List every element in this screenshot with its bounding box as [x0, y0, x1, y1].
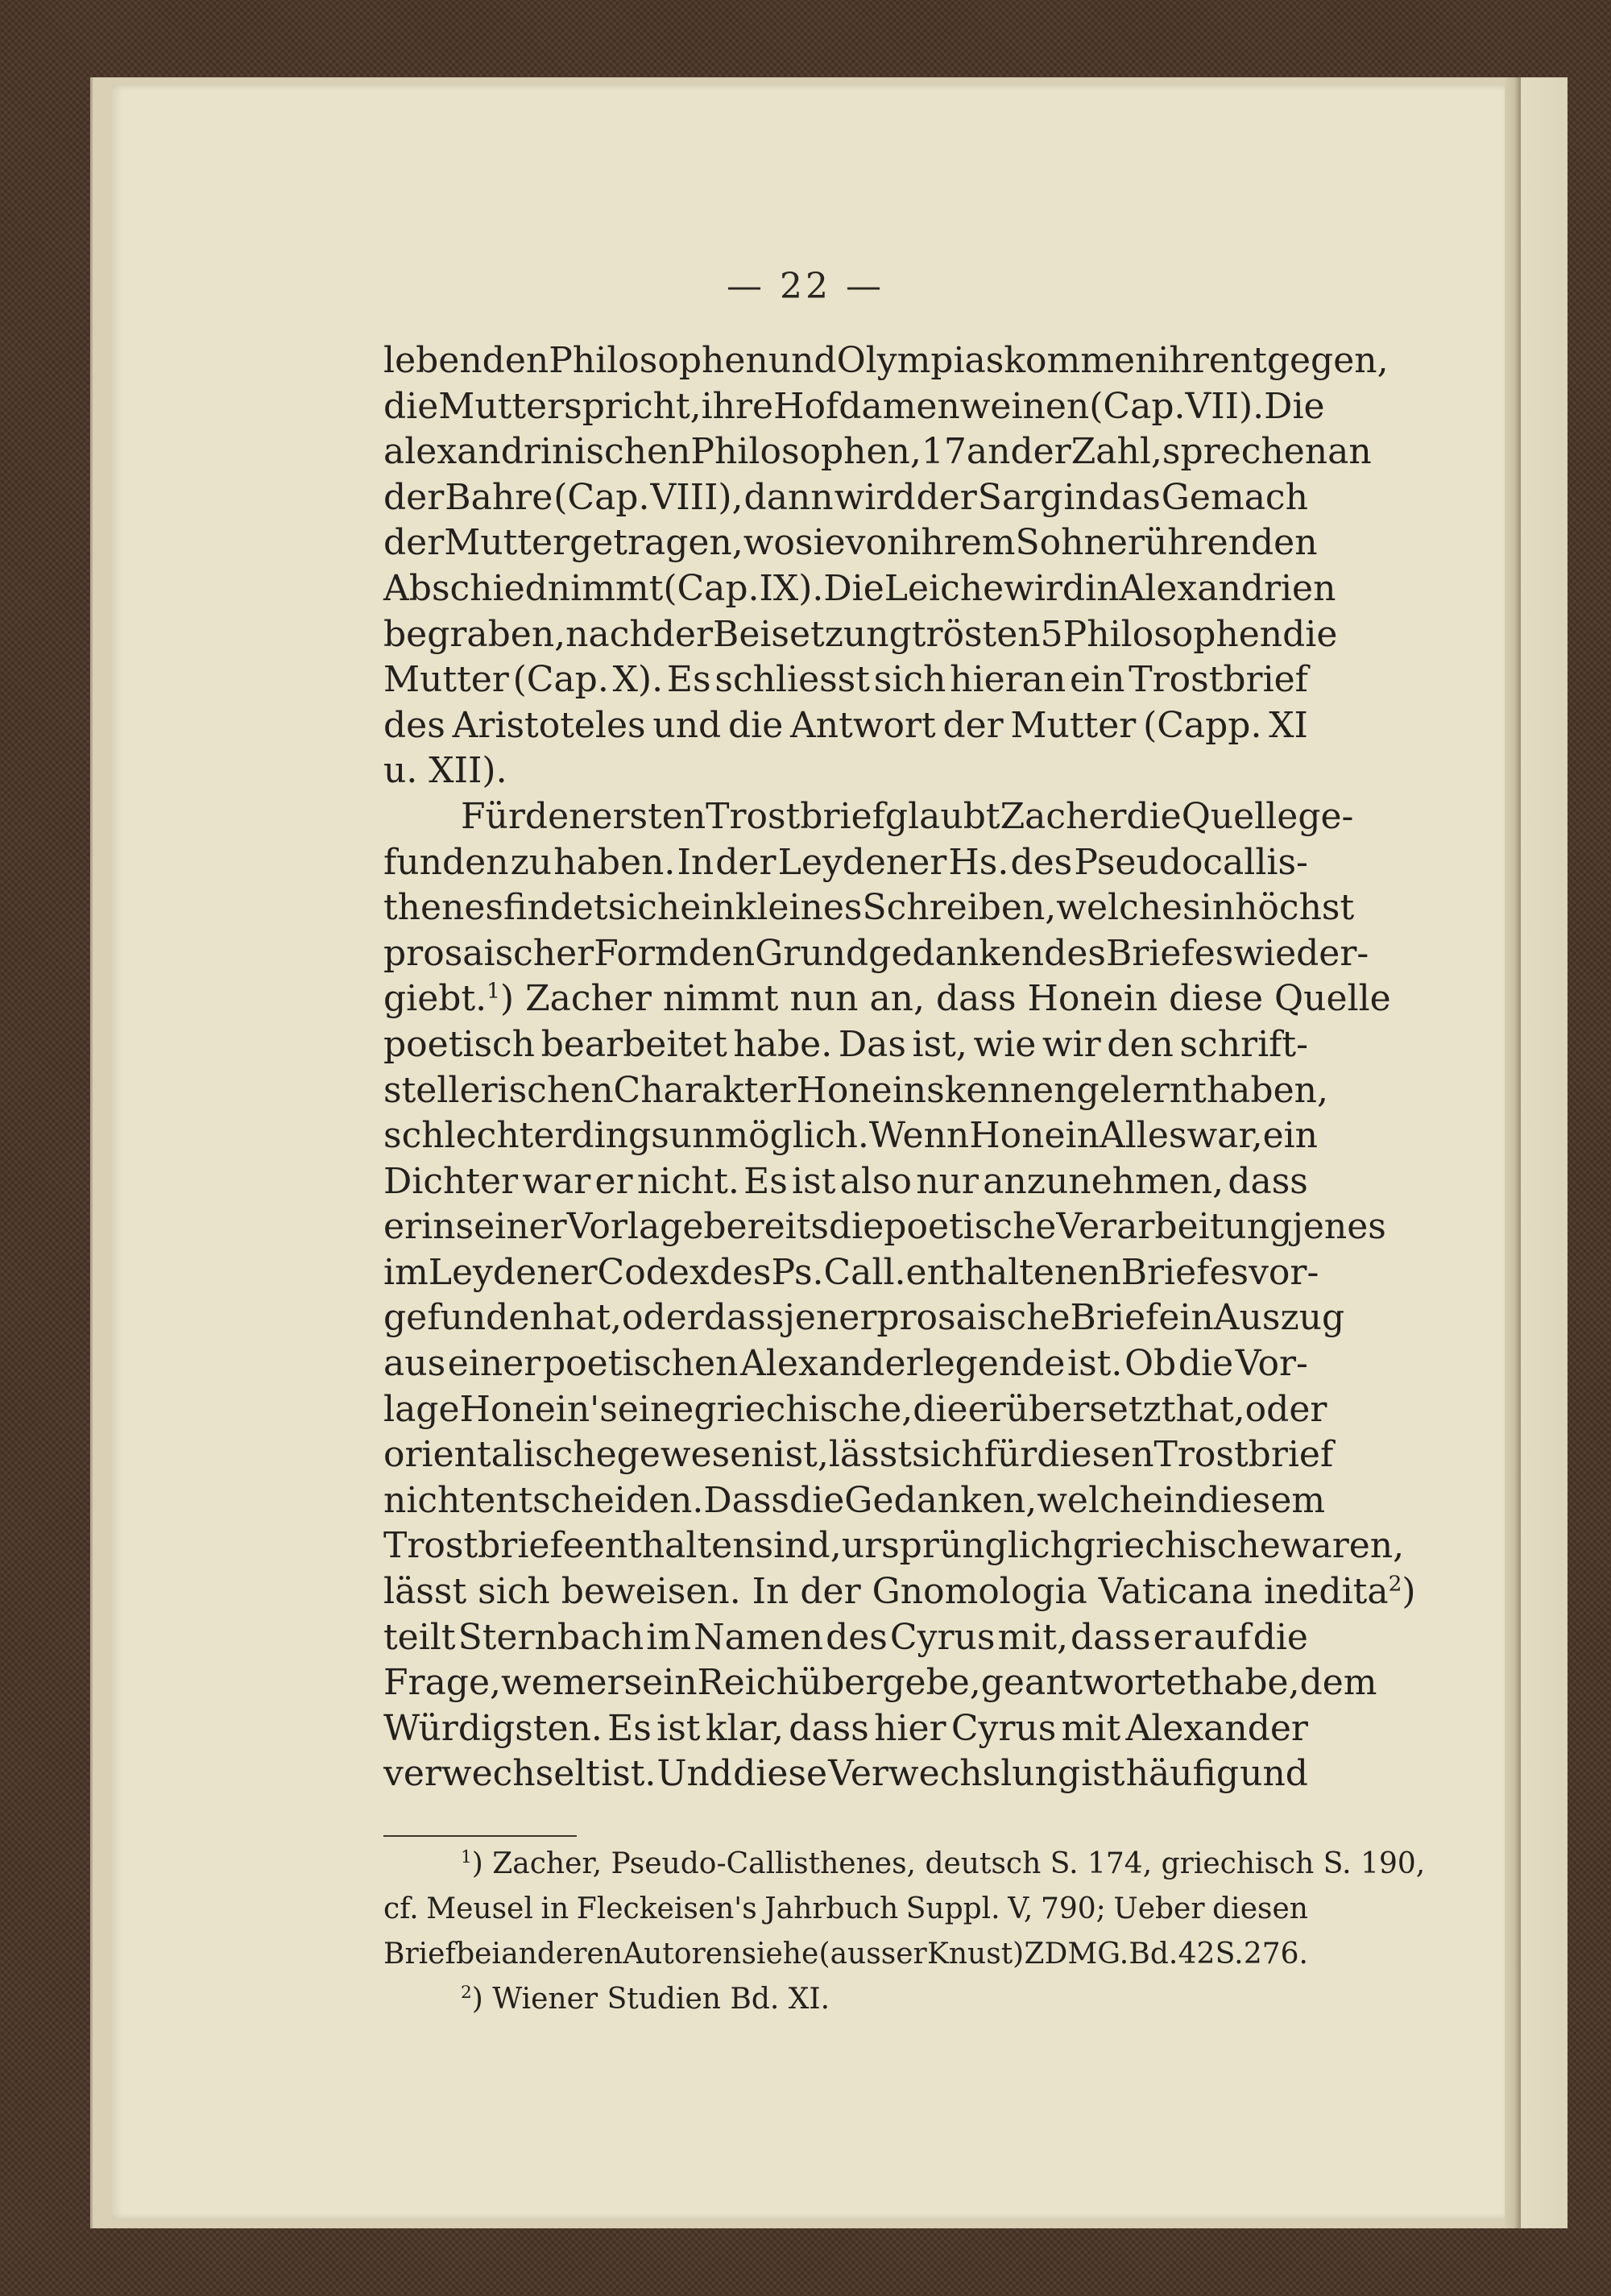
text-segment: $^1$) Zacher, Pseudo-Callisthenes, deutsch S. 174, griechisch S. 190,	[461, 1847, 1426, 1880]
text-line: aus einer poetischen Alexanderlegende ist. Ob die Vor-	[383, 1343, 1308, 1385]
text-segment: $^2$) Wiener Studien Bd. XI.	[461, 1983, 830, 2016]
footnote-ref-1[interactable]: 1	[487, 978, 500, 1004]
text-line: Dichter war er nicht. Es ist also nur anzunehmen, dass	[383, 1160, 1308, 1202]
facing-page-edge	[1521, 77, 1568, 2228]
text-line: poetisch bearbeitet habe. Das ist, wie wir den schrift-	[383, 1023, 1308, 1065]
text-line: teilt Sternbach im Namen des Cyrus mit, dass er auf die	[383, 1616, 1308, 1658]
page-number: — 22 —	[727, 266, 884, 307]
text-line: nicht entscheiden. Dass die Gedanken, welche in diesem	[383, 1479, 1326, 1521]
text-segment: lässt sich beweisen. In der Gnomologia Vaticana inedita$^2$)	[383, 1571, 1416, 1613]
text-line: Würdigsten. Es ist klar, dass hier Cyrus mit Alexander	[383, 1707, 1308, 1749]
text-line: Trostbriefe enthalten sind, ursprünglich griechische waren,	[383, 1525, 1405, 1567]
footnotes	[383, 1842, 1426, 2022]
text-line: verwechselt ist. Und diese Verwechslung ist häufig und	[383, 1753, 1308, 1795]
footnote-separator	[383, 1835, 577, 1837]
text-line: prosaischer Form den Grundgedanken des Briefes wieder-	[383, 932, 1369, 974]
text-line: der Bahre (Cap. VIII), dann wird der Sarg in das Gemach	[383, 476, 1308, 518]
text-line: Mutter (Cap. X). Es schliesst sich hieran ein Trostbrief	[383, 659, 1308, 701]
text-line: u. XII).	[383, 750, 507, 792]
footnote-marker-2: 2	[461, 1983, 472, 2003]
text-line: begraben, nach der Beisetzung trösten 5 Philosophen die	[383, 613, 1338, 655]
text-line-with-footnote-ref	[383, 1569, 1416, 1615]
text-line: funden zu haben. In der Leydener Hs. des Pseudocallis-	[383, 841, 1308, 883]
text-line: orientalische gewesen ist, lässt sich für diesen Trostbrief	[383, 1434, 1334, 1476]
text-line: Frage, wem er sein Reich übergebe, geantwortet habe, dem	[383, 1662, 1377, 1704]
footnote-2	[383, 1977, 1308, 2022]
text-line: Für den ersten Trostbrief glaubt Zacher die Quelle ge-	[461, 795, 1354, 837]
text-line: lebenden Philosophen und Olympias kommen ihr entgegen,	[383, 340, 1389, 381]
text-line: schlechterdings unmöglich. Wenn Honein Alles war, ein	[383, 1115, 1319, 1157]
text-line: die Mutter spricht, ihre Hofdamen weinen (Cap. VII). Die	[383, 385, 1325, 427]
text-line: alexandrinischen Philosophen, 17 an der Zahl, sprechen an	[383, 431, 1372, 473]
footnote-1	[383, 1842, 1426, 1887]
text-line: er in seiner Vorlage bereits die poetische Verarbeitung jenes	[383, 1206, 1386, 1248]
footnote-ref-2[interactable]: 2	[1388, 1571, 1402, 1597]
footnote-line: Brief bei anderen Autoren siehe (ausser Knust) ZDMG. Bd. 42 S. 276.	[383, 1938, 1308, 1971]
text-line: stellerischen Charakter Honeins kennen gelernt haben,	[383, 1069, 1328, 1111]
footnote-marker-1: 1	[461, 1847, 472, 1867]
text-line: im Leydener Codex des Ps. Call. enthaltenen Briefes vor-	[383, 1251, 1319, 1293]
text-line: thenes findet sich ein kleines Schreiben, welches in höchst	[383, 887, 1355, 929]
text-line: der Mutter getragen, wo sie von ihrem Sohne rührenden	[383, 522, 1318, 564]
text-line-with-footnote-ref	[383, 976, 1391, 1022]
text-line: gefunden hat, oder dass jener prosaische Brief ein Auszug	[383, 1297, 1345, 1339]
text-line: lage Honein's eine griechische, die er übersetzt hat, oder	[383, 1388, 1327, 1430]
text-line: Abschied nimmt (Cap. IX). Die Leiche wird in Alexandrien	[383, 567, 1336, 609]
text-segment: giebt.$^1$) Zacher nimmt nun an, dass Honein diese Quelle	[383, 978, 1391, 1020]
paragraph-1	[383, 338, 1389, 794]
text-line: des Aristoteles und die Antwort der Mutter (Capp. XI	[383, 704, 1308, 746]
paragraph-2	[383, 794, 1416, 1797]
body-text	[383, 338, 1416, 1797]
book-gutter	[1505, 77, 1521, 2228]
footnote-line: cf. Meusel in Fleckeisen's Jahrbuch Suppl. V, 790; Ueber diesen	[383, 1892, 1308, 1925]
